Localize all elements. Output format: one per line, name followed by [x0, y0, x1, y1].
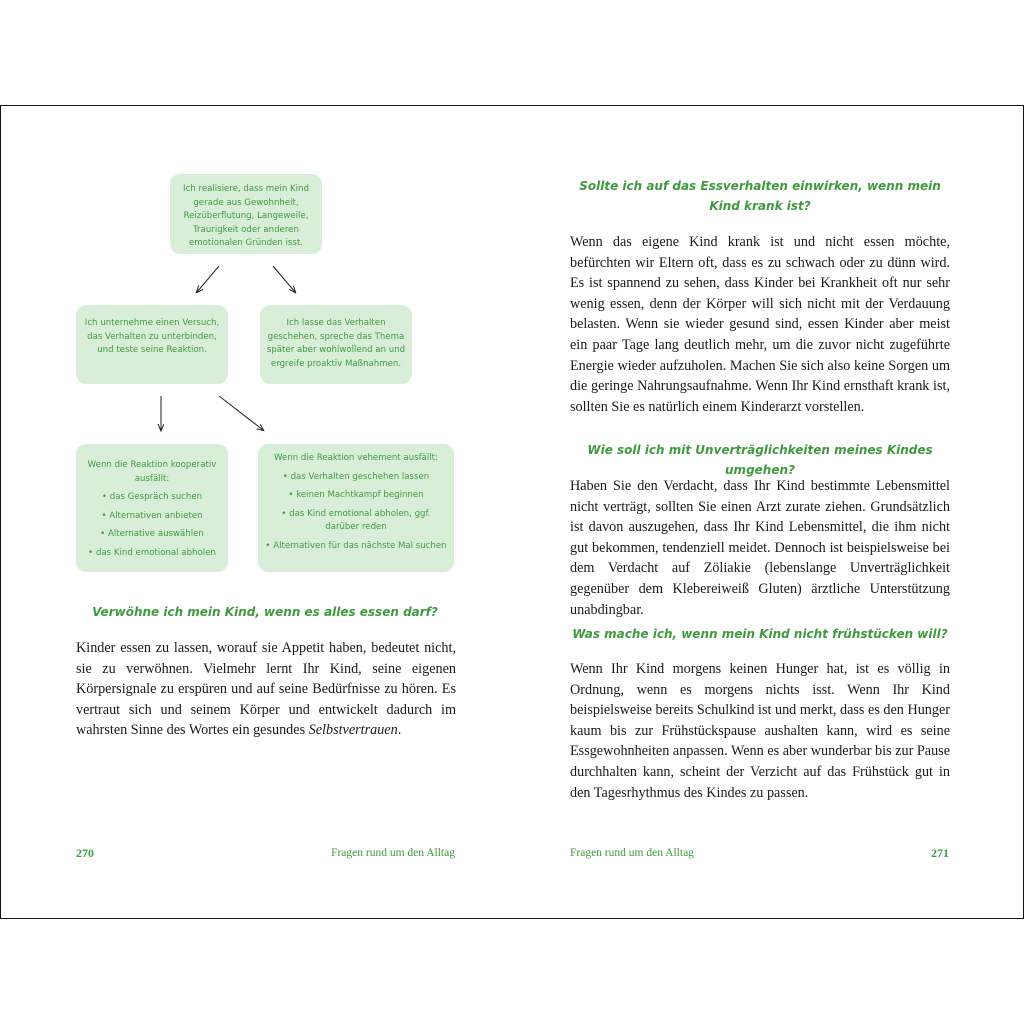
list-item: • Alternativen anbieten — [82, 510, 222, 524]
right-paragraph-3-text: Wenn Ihr Kind morgens keinen Hunger hat, ist es völlig in Ordnung, wenn es morgens nichts isst. Wenn Ihr Kind beispielsweise bereits Schulkind ist und merkt, dass es den Hunger kaum bis zur Frühstückspause aushalten kann, wird es seine Essgewohnheiten anpassen. Wenn es aber wunderbar bis zur Pause durchhalten kann, scheint der Verzicht auf das Frühstück gut in den Tagesrhythmus des Kindes zu passen. — [570, 661, 950, 801]
flow-box-realize-text: Ich realisiere, dass mein Kind gerade aus Gewohnheit, Reizüberflutung, Langeweile, Traurigkeit oder anderen emotionalen Gründen isst. — [183, 184, 309, 248]
left-heading — [76, 602, 454, 622]
list-item: • Alternativen für das nächste Mal suchen — [264, 540, 448, 554]
right-heading-3 — [570, 624, 950, 644]
left-heading-text: Verwöhne ich mein Kind, wenn es alles essen darf? — [92, 605, 438, 619]
right-paragraph-3 — [570, 659, 950, 803]
left-paragraph-emphasis: Selbstvertrauen — [308, 722, 398, 739]
list-item: • das Gespräch suchen — [82, 491, 222, 505]
flow-arrows — [1, 106, 481, 466]
left-paragraph-text — [76, 638, 456, 741]
right-heading-1 — [570, 176, 950, 216]
list-item: • Alternative auswählen — [82, 528, 222, 542]
left-paragraph-end: . — [397, 722, 402, 739]
list-item: • das Verhalten geschehen lassen — [264, 471, 448, 485]
arrow-to-allow — [273, 266, 295, 292]
cooperative-list — [82, 491, 222, 560]
book-spread — [0, 105, 1024, 919]
left-paragraph-main: Kinder essen zu lassen, worauf sie Appetit haben, bedeutet nicht, sie zu verwöhnen. Vielmehr lernt Ihr Kind, seine eigenen Körpersignale zu erspüren und auf seine Bedürfnisse zu hören. Es vertraut sich und seinem Körper und entwickelt dadurch im wahrsten Sinne des Wortes ein gesundes — [76, 640, 456, 739]
right-paragraph-1 — [570, 232, 950, 417]
arrow-to-vehement — [219, 396, 263, 430]
right-paragraph-2-text: Haben Sie den Verdacht, dass Ihr Kind bestimmte Lebensmittel nicht verträgt, sollten Sie einen Arzt zurate ziehen. Grundsätzlich ist davon auszugehen, dass Ihr Kind Lebensmittel, die ihm nicht gut bekommen, tendenziell meidet. Dennoch ist beispielsweise bei dem Verdacht auf Zöliakie (lebenslange Unverträglichkeit gegenüber dem Klebereiweiß Gluten) ärztliche Unterstützung unabdingbar. — [570, 478, 950, 618]
vehement-list — [264, 471, 448, 554]
right-heading-3-text: Was mache ich, wenn mein Kind nicht frühstücken will? — [572, 627, 948, 641]
right-heading-2 — [570, 440, 950, 480]
right-paragraph-1-text: Wenn das eigene Kind krank ist und nicht essen möchte, befürchten wir Eltern oft, dass es zu schwach oder zu dünn wird. Es ist spannend zu sehen, dass Kinder bei Krankheit oft nur sehr wenig essen, denn der Körper will sich nicht mit der Verdauung belasten. Wenn sie wieder gesund sind, essen Kinder aber meist ein paar Tage lang deutlich mehr, um die zuvor nicht zugeführte Energie wieder aufzuholen. Machen Sie sich also keine Sorgen um die geringe Nahrungsaufnahme. Wenn Ihr Kind ernsthaft krank ist, sollten Sie es natürlich einem Kinderarzt vorstellen. — [570, 234, 950, 415]
vehement-title: Wenn die Reaktion vehement ausfällt: — [274, 453, 438, 463]
right-paragraph-2 — [570, 476, 950, 620]
arrow-to-intervene — [197, 266, 219, 292]
page-number-left: 270 — [76, 846, 94, 860]
running-title-left: Fragen rund um den Alltag — [331, 847, 455, 859]
right-heading-1-text: Sollte ich auf das Essverhalten einwirken, wenn mein Kind krank ist? — [579, 179, 941, 213]
list-item: • das Kind emotional abholen, ggf. darüber reden — [264, 508, 448, 535]
flow-box-intervene-text: Ich unternehme einen Versuch, das Verhalten zu unterbinden, und teste seine Reaktion. — [84, 318, 220, 355]
list-item: • keinen Machtkampf beginnen — [264, 489, 448, 503]
cooperative-title: Wenn die Reaktion kooperativ ausfällt: — [87, 460, 217, 484]
list-item: • das Kind emotional abholen — [82, 547, 222, 561]
page-number-right: 271 — [931, 846, 949, 860]
right-heading-2-text: Wie soll ich mit Unverträglichkeiten meines Kindes umgehen? — [587, 443, 933, 477]
flow-box-allow-text: Ich lasse das Verhalten geschehen, spreche das Thema später aber wohlwollend an und ergreife proaktiv Maßnahmen. — [266, 318, 406, 369]
running-title-right: Fragen rund um den Alltag — [570, 847, 694, 859]
left-paragraph — [76, 638, 456, 741]
